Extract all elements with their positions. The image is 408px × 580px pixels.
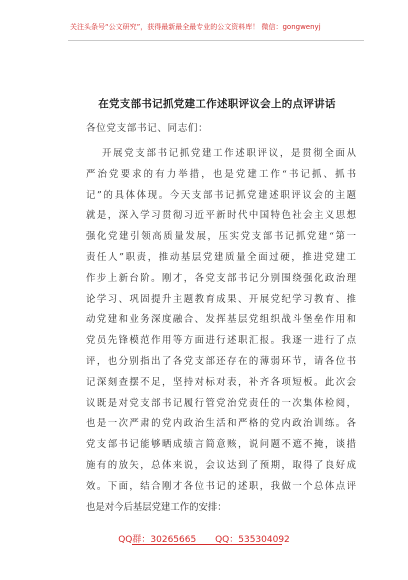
footer-underline: [132, 544, 282, 545]
document-title: 在党支部书记抓党建工作述职评议会上的点评讲话: [98, 98, 336, 110]
body-line: 开展党支部书记抓党建工作述职评议，是贯彻全面从: [102, 148, 356, 159]
body-line: 严治党要求的有力举措，也是党建工作“书记抓、抓书: [86, 168, 356, 180]
body-line: 议既是对党支部书记履行管党治党责任的一次集体检阅，: [86, 397, 356, 409]
body-line: 党员先锋模范作用等方面进行述职汇报。我逐一进行了点: [86, 335, 356, 347]
body-line: 责任人”职责，推动基层党建质量全面过硬，推进党建工: [86, 251, 356, 263]
body-line: 论学习、巩固提升主题教育成果、开展党纪学习教育、推: [86, 293, 356, 305]
salutation: 各位党支部书记、同志们：: [86, 123, 209, 134]
body-line: 作步上新台阶。刚才，各党支部书记分别围绕强化政治理: [86, 272, 356, 284]
body-line: 强化党建引领高质量发展，压实党支部书记抓党建“第一: [86, 231, 356, 243]
footer-qq-group: QQ群：30265665: [118, 535, 197, 545]
body-line: 记”的具体体现。今天支部书记抓党建述职评议会的主题: [86, 189, 356, 201]
body-line: 评，也分别指出了各党支部还存在的薄弱环节，请各位书: [86, 355, 356, 367]
body-line: 记深刻查摆不足，坚持对标对表，补齐各项短板。此次会: [86, 376, 356, 388]
header-note: 关注头条号“公文研究”，获得最新最全最专业的公文资料库！ 微信：gongwenyj: [70, 23, 321, 31]
body-line: 效。下面，结合刚才各位书记的述职，我做一个总体点评: [86, 480, 356, 492]
body-line: 也是对今后基层党建工作的安排：: [86, 501, 227, 513]
footer-qq-number: QQ：535304092: [215, 535, 290, 545]
body-line: 动党建和业务深度融合、发挥基层党组织战斗堡垒作用和: [86, 314, 356, 326]
body-line: 就是，深入学习贯彻习近平新时代中国特色社会主义思想: [86, 210, 356, 222]
body-paragraph: [86, 144, 356, 518]
body-line: 党支部书记能够晒成绩言简意赅，说问题不遮不掩，谈措: [86, 439, 356, 451]
body-line: 施有的放矢，总体来说，会议达到了预期，取得了良好成: [86, 459, 356, 471]
body-line: 也是一次严肃的党内政治生活和严格的党内政治训练。各: [86, 418, 356, 430]
header-divider: [68, 40, 364, 41]
